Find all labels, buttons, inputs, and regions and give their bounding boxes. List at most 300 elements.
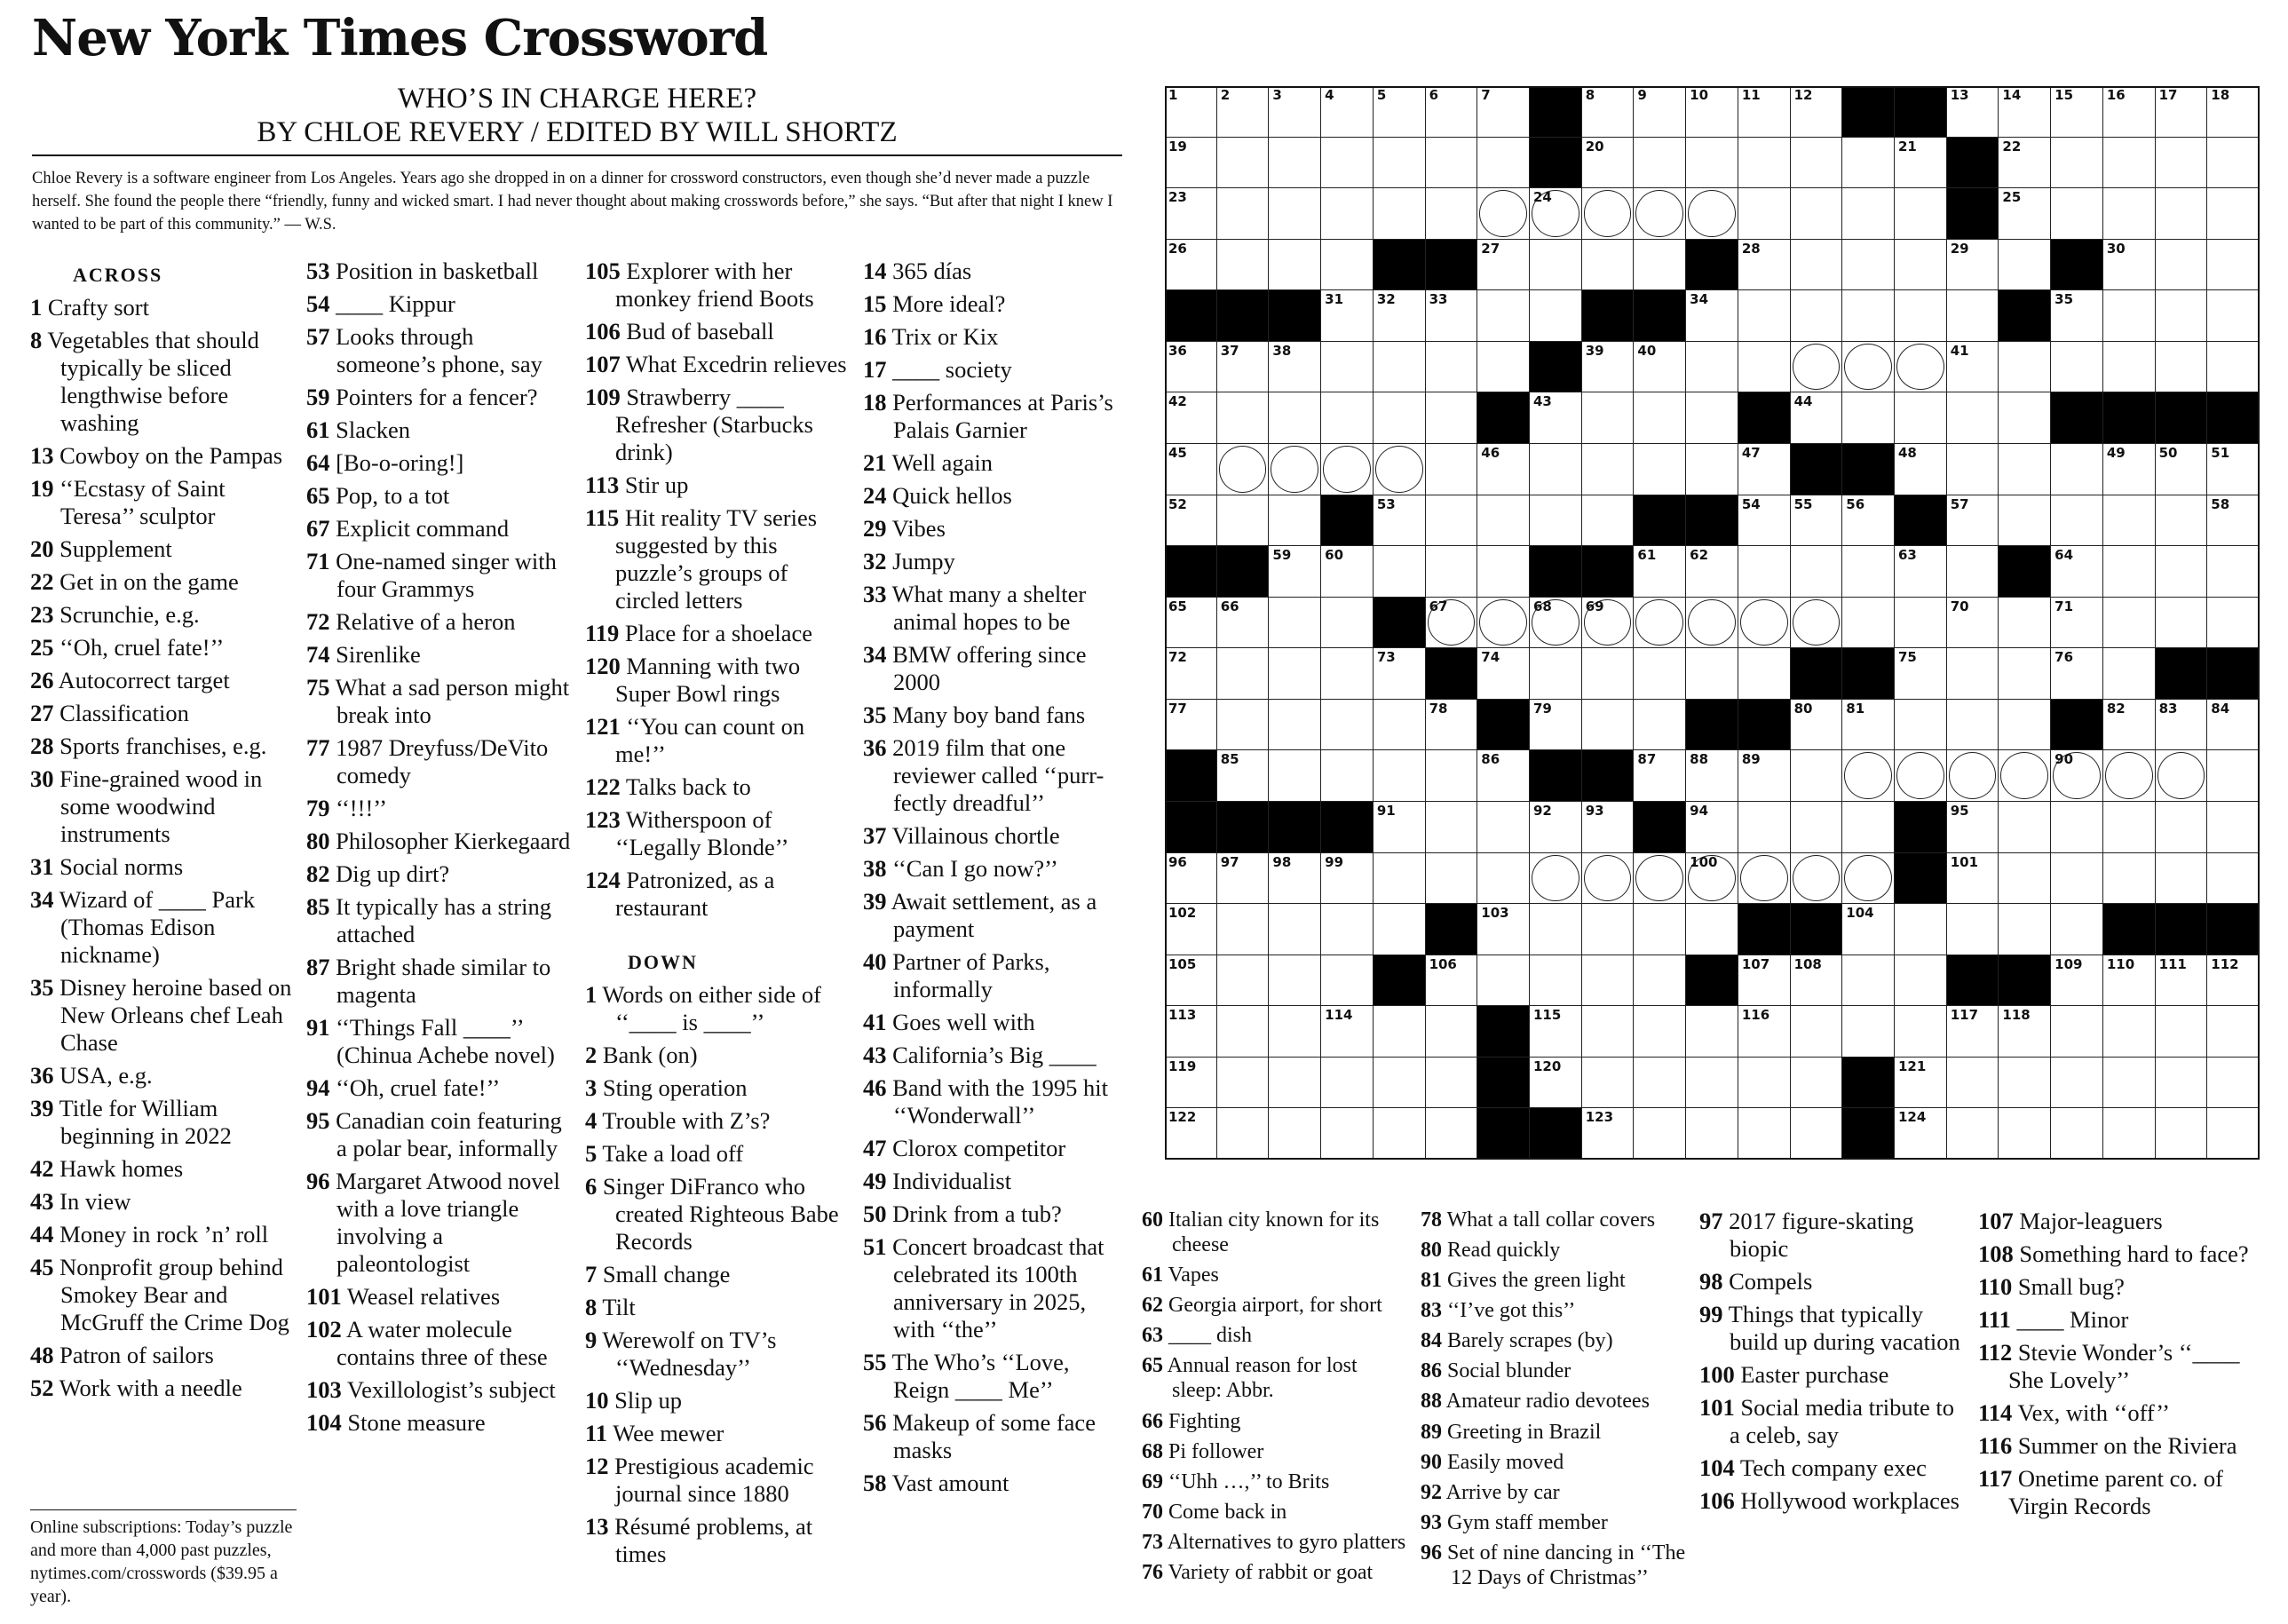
grid-cell[interactable]	[1477, 342, 1530, 393]
grid-cell[interactable]	[1686, 1108, 1738, 1160]
grid-cell[interactable]	[1947, 290, 1999, 342]
grid-cell[interactable]	[1269, 598, 1321, 649]
grid-cell[interactable]	[1374, 138, 1426, 189]
grid-cell[interactable]	[1895, 1058, 1947, 1109]
grid-cell[interactable]	[1321, 342, 1374, 393]
grid-cell[interactable]	[1738, 648, 1791, 700]
grid-cell[interactable]	[2051, 86, 2103, 138]
grid-cell[interactable]	[1321, 86, 1374, 138]
grid-cell[interactable]	[1374, 188, 1426, 240]
grid-cell[interactable]	[2156, 495, 2208, 547]
grid-cell[interactable]	[1217, 1108, 1270, 1160]
grid-cell[interactable]	[1426, 342, 1478, 393]
grid-cell[interactable]	[1582, 444, 1635, 495]
grid-cell[interactable]	[1165, 86, 1217, 138]
grid-cell[interactable]	[1477, 750, 1530, 802]
grid-cell[interactable]	[2103, 598, 2156, 649]
grid-cell[interactable]	[1582, 138, 1635, 189]
grid-cell[interactable]	[1374, 700, 1426, 751]
grid-cell[interactable]	[2103, 1058, 2156, 1109]
grid-cell[interactable]	[1477, 546, 1530, 598]
grid-cell[interactable]	[1791, 495, 1843, 547]
grid-cell[interactable]	[1269, 955, 1321, 1007]
grid-cell[interactable]	[2207, 1006, 2260, 1058]
grid-cell[interactable]	[1791, 598, 1843, 649]
grid-cell[interactable]	[1269, 700, 1321, 751]
grid-cell[interactable]	[1321, 648, 1374, 700]
grid-cell[interactable]	[1634, 546, 1686, 598]
grid-cell[interactable]	[1374, 1006, 1426, 1058]
grid-cell[interactable]	[1686, 444, 1738, 495]
grid-cell[interactable]	[2156, 1108, 2208, 1160]
grid-cell[interactable]	[1269, 342, 1321, 393]
grid-cell[interactable]	[1477, 240, 1530, 291]
grid-cell[interactable]	[1634, 955, 1686, 1007]
grid-cell[interactable]	[1582, 853, 1635, 905]
grid-cell[interactable]	[1999, 1058, 2051, 1109]
grid-cell[interactable]	[1582, 342, 1635, 393]
grid-cell[interactable]	[1634, 750, 1686, 802]
grid-cell[interactable]	[2207, 495, 2260, 547]
grid-cell[interactable]	[1269, 904, 1321, 955]
grid-cell[interactable]	[2156, 290, 2208, 342]
grid-cell[interactable]	[1321, 290, 1374, 342]
grid-cell[interactable]	[1895, 342, 1947, 393]
grid-cell[interactable]	[1374, 290, 1426, 342]
grid-cell[interactable]	[1321, 1006, 1374, 1058]
grid-cell[interactable]	[1217, 1058, 1270, 1109]
grid-cell[interactable]	[2051, 853, 2103, 905]
grid-cell[interactable]	[1321, 904, 1374, 955]
grid-cell[interactable]	[1947, 598, 1999, 649]
grid-cell[interactable]	[1895, 188, 1947, 240]
grid-cell[interactable]	[1947, 750, 1999, 802]
grid-cell[interactable]	[2156, 598, 2208, 649]
grid-cell[interactable]	[1999, 444, 2051, 495]
grid-cell[interactable]	[1738, 853, 1791, 905]
grid-cell[interactable]	[1947, 546, 1999, 598]
grid-cell[interactable]	[1321, 188, 1374, 240]
grid-cell[interactable]	[1321, 240, 1374, 291]
grid-cell[interactable]	[2103, 240, 2156, 291]
grid-cell[interactable]	[1895, 1108, 1947, 1160]
grid-cell[interactable]	[2207, 802, 2260, 853]
grid-cell[interactable]	[1530, 955, 1582, 1007]
grid-cell[interactable]	[1738, 240, 1791, 291]
grid-cell[interactable]	[1947, 392, 1999, 444]
grid-cell[interactable]	[1999, 750, 2051, 802]
grid-cell[interactable]	[1842, 392, 1895, 444]
grid-cell[interactable]	[2156, 240, 2208, 291]
grid-cell[interactable]	[1477, 188, 1530, 240]
grid-cell[interactable]	[1321, 700, 1374, 751]
grid-cell[interactable]	[1426, 495, 1478, 547]
grid-cell[interactable]	[1791, 138, 1843, 189]
grid-cell[interactable]	[1634, 700, 1686, 751]
grid-cell[interactable]	[1999, 904, 2051, 955]
grid-cell[interactable]	[1842, 290, 1895, 342]
grid-cell[interactable]	[1426, 392, 1478, 444]
grid-cell[interactable]	[1165, 904, 1217, 955]
grid-cell[interactable]	[2103, 444, 2156, 495]
grid-cell[interactable]	[1634, 648, 1686, 700]
grid-cell[interactable]	[1738, 495, 1791, 547]
grid-cell[interactable]	[1426, 750, 1478, 802]
grid-cell[interactable]	[1738, 955, 1791, 1007]
grid-cell[interactable]	[1791, 290, 1843, 342]
grid-cell[interactable]	[1426, 1006, 1478, 1058]
grid-cell[interactable]	[1269, 495, 1321, 547]
grid-cell[interactable]	[1738, 444, 1791, 495]
grid-cell[interactable]	[1530, 290, 1582, 342]
grid-cell[interactable]	[1686, 598, 1738, 649]
grid-cell[interactable]	[1374, 853, 1426, 905]
grid-cell[interactable]	[1321, 444, 1374, 495]
grid-cell[interactable]	[1634, 342, 1686, 393]
grid-cell[interactable]	[1374, 444, 1426, 495]
grid-cell[interactable]	[1477, 904, 1530, 955]
grid-cell[interactable]	[2156, 342, 2208, 393]
grid-cell[interactable]	[1999, 802, 2051, 853]
grid-cell[interactable]	[1426, 700, 1478, 751]
grid-cell[interactable]	[1842, 546, 1895, 598]
grid-cell[interactable]	[1842, 240, 1895, 291]
grid-cell[interactable]	[1895, 546, 1947, 598]
grid-cell[interactable]	[1426, 546, 1478, 598]
grid-cell[interactable]	[1530, 598, 1582, 649]
grid-cell[interactable]	[1269, 444, 1321, 495]
grid-cell[interactable]	[1217, 955, 1270, 1007]
grid-cell[interactable]	[1686, 1058, 1738, 1109]
grid-cell[interactable]	[1895, 904, 1947, 955]
grid-cell[interactable]	[1269, 648, 1321, 700]
grid-cell[interactable]	[1947, 1006, 1999, 1058]
grid-cell[interactable]	[1842, 955, 1895, 1007]
grid-cell[interactable]	[1634, 1108, 1686, 1160]
grid-cell[interactable]	[2103, 802, 2156, 853]
grid-cell[interactable]	[2051, 290, 2103, 342]
grid-cell[interactable]	[2207, 240, 2260, 291]
grid-cell[interactable]	[2103, 1006, 2156, 1058]
grid-cell[interactable]	[1321, 1108, 1374, 1160]
grid-cell[interactable]	[1999, 700, 2051, 751]
grid-cell[interactable]	[2051, 648, 2103, 700]
grid-cell[interactable]	[1530, 188, 1582, 240]
grid-cell[interactable]	[1269, 86, 1321, 138]
grid-cell[interactable]	[1426, 86, 1478, 138]
grid-cell[interactable]	[1217, 495, 1270, 547]
grid-cell[interactable]	[1947, 86, 1999, 138]
grid-cell[interactable]	[1165, 853, 1217, 905]
grid-cell[interactable]	[2103, 546, 2156, 598]
grid-cell[interactable]	[1269, 188, 1321, 240]
grid-cell[interactable]	[1791, 86, 1843, 138]
grid-cell[interactable]	[1165, 1058, 1217, 1109]
grid-cell[interactable]	[1947, 648, 1999, 700]
grid-cell[interactable]	[2156, 138, 2208, 189]
grid-cell[interactable]	[1791, 955, 1843, 1007]
grid-cell[interactable]	[1947, 802, 1999, 853]
grid-cell[interactable]	[1321, 955, 1374, 1007]
grid-cell[interactable]	[1530, 444, 1582, 495]
grid-cell[interactable]	[1999, 138, 2051, 189]
grid-cell[interactable]	[1477, 648, 1530, 700]
grid-cell[interactable]	[1791, 188, 1843, 240]
grid-cell[interactable]	[1321, 138, 1374, 189]
grid-cell[interactable]	[1165, 648, 1217, 700]
grid-cell[interactable]	[1842, 700, 1895, 751]
grid-cell[interactable]	[1217, 188, 1270, 240]
grid-cell[interactable]	[1738, 598, 1791, 649]
grid-cell[interactable]	[2207, 1108, 2260, 1160]
grid-cell[interactable]	[1582, 904, 1635, 955]
grid-cell[interactable]	[2207, 598, 2260, 649]
grid-cell[interactable]	[2051, 444, 2103, 495]
grid-cell[interactable]	[1738, 1108, 1791, 1160]
grid-cell[interactable]	[2051, 955, 2103, 1007]
grid-cell[interactable]	[1686, 648, 1738, 700]
grid-cell[interactable]	[1374, 802, 1426, 853]
grid-cell[interactable]	[1634, 138, 1686, 189]
grid-cell[interactable]	[1582, 700, 1635, 751]
grid-cell[interactable]	[2051, 138, 2103, 189]
grid-cell[interactable]	[2103, 955, 2156, 1007]
grid-cell[interactable]	[1842, 1006, 1895, 1058]
grid-cell[interactable]	[2103, 290, 2156, 342]
grid-cell[interactable]	[2156, 188, 2208, 240]
grid-cell[interactable]	[1582, 240, 1635, 291]
grid-cell[interactable]	[2207, 86, 2260, 138]
grid-cell[interactable]	[1686, 853, 1738, 905]
grid-cell[interactable]	[1582, 648, 1635, 700]
grid-cell[interactable]	[1217, 240, 1270, 291]
grid-cell[interactable]	[1269, 750, 1321, 802]
grid-cell[interactable]	[1895, 750, 1947, 802]
grid-cell[interactable]	[1895, 1006, 1947, 1058]
grid-cell[interactable]	[1895, 290, 1947, 342]
grid-cell[interactable]	[1530, 240, 1582, 291]
grid-cell[interactable]	[2156, 955, 2208, 1007]
grid-cell[interactable]	[1165, 598, 1217, 649]
grid-cell[interactable]	[1582, 1108, 1635, 1160]
grid-cell[interactable]	[1217, 138, 1270, 189]
grid-cell[interactable]	[1582, 1006, 1635, 1058]
grid-cell[interactable]	[1582, 392, 1635, 444]
grid-cell[interactable]	[2207, 955, 2260, 1007]
grid-cell[interactable]	[1686, 86, 1738, 138]
grid-cell[interactable]	[1477, 86, 1530, 138]
grid-cell[interactable]	[1999, 598, 2051, 649]
grid-cell[interactable]	[1947, 240, 1999, 291]
grid-cell[interactable]	[1165, 955, 1217, 1007]
grid-cell[interactable]	[2156, 1058, 2208, 1109]
grid-cell[interactable]	[1217, 598, 1270, 649]
grid-cell[interactable]	[1582, 598, 1635, 649]
grid-cell[interactable]	[1165, 138, 1217, 189]
grid-cell[interactable]	[1895, 598, 1947, 649]
grid-cell[interactable]	[2207, 853, 2260, 905]
grid-cell[interactable]	[1634, 853, 1686, 905]
grid-cell[interactable]	[1374, 495, 1426, 547]
grid-cell[interactable]	[1530, 1058, 1582, 1109]
grid-cell[interactable]	[1895, 700, 1947, 751]
grid-cell[interactable]	[1530, 904, 1582, 955]
grid-cell[interactable]	[1374, 904, 1426, 955]
grid-cell[interactable]	[1686, 188, 1738, 240]
grid-cell[interactable]	[1165, 495, 1217, 547]
grid-cell[interactable]	[1321, 750, 1374, 802]
grid-cell[interactable]	[1947, 495, 1999, 547]
grid-cell[interactable]	[2207, 444, 2260, 495]
grid-cell[interactable]	[1582, 1058, 1635, 1109]
grid-cell[interactable]	[1269, 392, 1321, 444]
grid-cell[interactable]	[1686, 546, 1738, 598]
grid-cell[interactable]	[2156, 444, 2208, 495]
grid-cell[interactable]	[1217, 86, 1270, 138]
grid-cell[interactable]	[2103, 750, 2156, 802]
grid-cell[interactable]	[1426, 444, 1478, 495]
grid-cell[interactable]	[1738, 750, 1791, 802]
grid-cell[interactable]	[1947, 342, 1999, 393]
grid-cell[interactable]	[1477, 802, 1530, 853]
grid-cell[interactable]	[2051, 750, 2103, 802]
grid-cell[interactable]	[1426, 138, 1478, 189]
grid-cell[interactable]	[2103, 700, 2156, 751]
grid-cell[interactable]	[1374, 86, 1426, 138]
grid-cell[interactable]	[1530, 648, 1582, 700]
grid-cell[interactable]	[1634, 188, 1686, 240]
grid-cell[interactable]	[1426, 1108, 1478, 1160]
grid-cell[interactable]	[1165, 1108, 1217, 1160]
grid-cell[interactable]	[1426, 290, 1478, 342]
grid-cell[interactable]	[1530, 802, 1582, 853]
grid-cell[interactable]	[1791, 700, 1843, 751]
grid-cell[interactable]	[1530, 1006, 1582, 1058]
grid-cell[interactable]	[1477, 955, 1530, 1007]
grid-cell[interactable]	[1374, 546, 1426, 598]
grid-cell[interactable]	[1842, 904, 1895, 955]
grid-cell[interactable]	[1738, 138, 1791, 189]
grid-cell[interactable]	[2207, 750, 2260, 802]
grid-cell[interactable]	[2051, 188, 2103, 240]
grid-cell[interactable]	[1269, 853, 1321, 905]
grid-cell[interactable]	[1738, 1058, 1791, 1109]
grid-cell[interactable]	[1217, 750, 1270, 802]
grid-cell[interactable]	[1582, 955, 1635, 1007]
grid-cell[interactable]	[1426, 853, 1478, 905]
grid-cell[interactable]	[1634, 444, 1686, 495]
grid-cell[interactable]	[1374, 1058, 1426, 1109]
grid-cell[interactable]	[2207, 342, 2260, 393]
grid-cell[interactable]	[1947, 853, 1999, 905]
grid-cell[interactable]	[1530, 495, 1582, 547]
grid-cell[interactable]	[1374, 392, 1426, 444]
grid-cell[interactable]	[1842, 853, 1895, 905]
grid-cell[interactable]	[1582, 495, 1635, 547]
grid-cell[interactable]	[2103, 86, 2156, 138]
grid-cell[interactable]	[1269, 1108, 1321, 1160]
grid-cell[interactable]	[1269, 1006, 1321, 1058]
grid-cell[interactable]	[2051, 598, 2103, 649]
grid-cell[interactable]	[1999, 342, 2051, 393]
grid-cell[interactable]	[1321, 392, 1374, 444]
grid-cell[interactable]	[1634, 392, 1686, 444]
grid-cell[interactable]	[1686, 1006, 1738, 1058]
grid-cell[interactable]	[2051, 1006, 2103, 1058]
grid-cell[interactable]	[1269, 138, 1321, 189]
grid-cell[interactable]	[1791, 392, 1843, 444]
grid-cell[interactable]	[2103, 648, 2156, 700]
grid-cell[interactable]	[1791, 342, 1843, 393]
grid-cell[interactable]	[1738, 86, 1791, 138]
grid-cell[interactable]	[1217, 444, 1270, 495]
grid-cell[interactable]	[1477, 853, 1530, 905]
grid-cell[interactable]	[1217, 904, 1270, 955]
grid-cell[interactable]	[2156, 802, 2208, 853]
grid-cell[interactable]	[1321, 1058, 1374, 1109]
grid-cell[interactable]	[1426, 188, 1478, 240]
grid-cell[interactable]	[2207, 1058, 2260, 1109]
grid-cell[interactable]	[1791, 853, 1843, 905]
grid-cell[interactable]	[1217, 700, 1270, 751]
grid-cell[interactable]	[1738, 802, 1791, 853]
grid-cell[interactable]	[1842, 495, 1895, 547]
grid-cell[interactable]	[1947, 444, 1999, 495]
grid-cell[interactable]	[2051, 342, 2103, 393]
grid-cell[interactable]	[1634, 1006, 1686, 1058]
grid-cell[interactable]	[1738, 188, 1791, 240]
grid-cell[interactable]	[2103, 495, 2156, 547]
grid-cell[interactable]	[1895, 240, 1947, 291]
grid-cell[interactable]	[2051, 495, 2103, 547]
grid-cell[interactable]	[2103, 188, 2156, 240]
grid-cell[interactable]	[1842, 342, 1895, 393]
grid-cell[interactable]	[1477, 444, 1530, 495]
grid-cell[interactable]	[1426, 802, 1478, 853]
grid-cell[interactable]	[1791, 750, 1843, 802]
grid-cell[interactable]	[1999, 648, 2051, 700]
grid-cell[interactable]	[2051, 1058, 2103, 1109]
grid-cell[interactable]	[1842, 188, 1895, 240]
grid-cell[interactable]	[1374, 648, 1426, 700]
grid-cell[interactable]	[1634, 904, 1686, 955]
grid-cell[interactable]	[1374, 342, 1426, 393]
grid-cell[interactable]	[2051, 1108, 2103, 1160]
grid-cell[interactable]	[1999, 188, 2051, 240]
grid-cell[interactable]	[1842, 750, 1895, 802]
grid-cell[interactable]	[1269, 240, 1321, 291]
grid-cell[interactable]	[2103, 853, 2156, 905]
grid-cell[interactable]	[1165, 342, 1217, 393]
grid-cell[interactable]	[1895, 138, 1947, 189]
grid-cell[interactable]	[1477, 290, 1530, 342]
grid-cell[interactable]	[1999, 86, 2051, 138]
grid-cell[interactable]	[1686, 904, 1738, 955]
grid-cell[interactable]	[1738, 546, 1791, 598]
grid-cell[interactable]	[1165, 188, 1217, 240]
grid-cell[interactable]	[2051, 802, 2103, 853]
grid-cell[interactable]	[2156, 853, 2208, 905]
grid-cell[interactable]	[1999, 853, 2051, 905]
grid-cell[interactable]	[1165, 700, 1217, 751]
grid-cell[interactable]	[1842, 598, 1895, 649]
grid-cell[interactable]	[1165, 1006, 1217, 1058]
grid-cell[interactable]	[1999, 392, 2051, 444]
grid-cell[interactable]	[1321, 598, 1374, 649]
grid-cell[interactable]	[1947, 1108, 1999, 1160]
grid-cell[interactable]	[1426, 1058, 1478, 1109]
grid-cell[interactable]	[1738, 290, 1791, 342]
